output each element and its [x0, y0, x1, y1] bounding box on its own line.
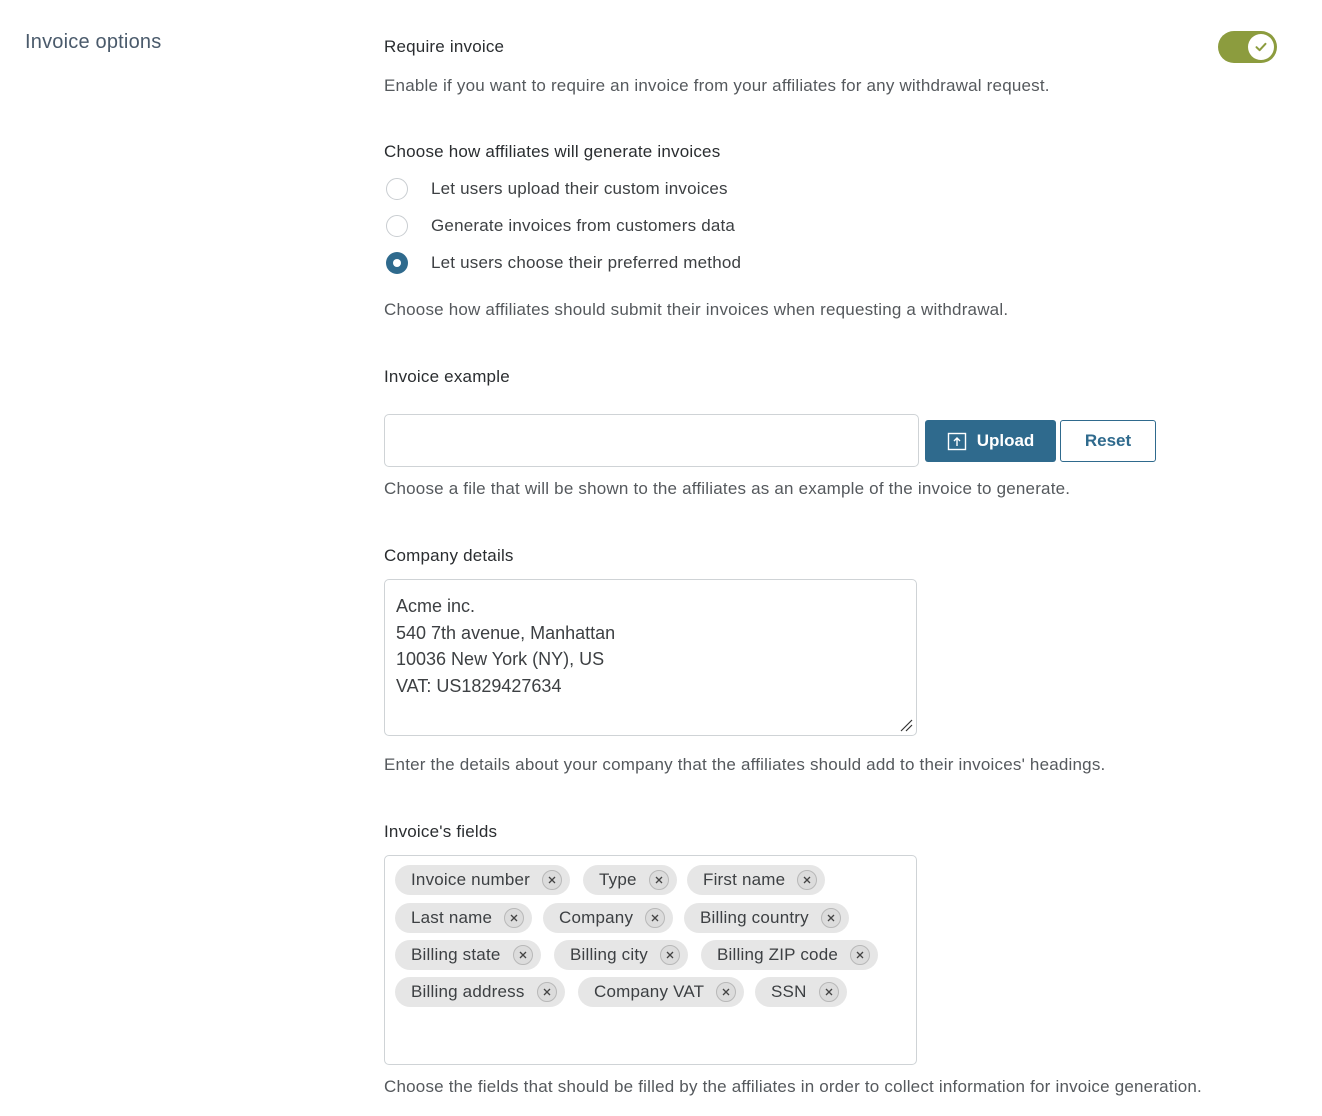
radio-label: Let users upload their custom invoices — [431, 179, 728, 198]
radio-label: Generate invoices from customers data — [431, 216, 736, 235]
invoice-fields-select[interactable] — [384, 855, 917, 1065]
radio-option-choose[interactable] — [386, 251, 741, 275]
tag-billing-zip-code: Billing ZIP code — [701, 940, 878, 970]
require-invoice-description: Enable if you want to require an invoice from your affiliates for any withdrawal request. — [384, 76, 1050, 95]
close-icon[interactable] — [716, 982, 736, 1002]
tag-first-name: First name — [687, 865, 825, 895]
upload-button[interactable] — [925, 420, 1056, 462]
tag-type: Type — [583, 865, 677, 895]
radio-button[interactable] — [386, 178, 408, 200]
reset-button[interactable]: Reset — [1060, 420, 1156, 462]
invoice-example-label: Invoice example — [384, 367, 510, 386]
company-line: 10036 New York (NY), US — [396, 649, 605, 669]
close-icon[interactable] — [821, 908, 841, 928]
tag-ssn: SSN — [755, 977, 847, 1007]
tag-billing-country: Billing country — [684, 903, 849, 933]
radio-button-checked[interactable] — [386, 252, 408, 274]
close-icon[interactable] — [537, 982, 557, 1002]
radio-button[interactable] — [386, 215, 408, 237]
close-icon[interactable] — [660, 945, 680, 965]
upload-icon — [947, 431, 967, 451]
tag-billing-address: Billing address — [395, 977, 565, 1007]
radio-option-upload[interactable] — [386, 177, 728, 201]
invoice-fields-label: Invoice's fields — [384, 822, 498, 841]
close-icon[interactable] — [645, 908, 665, 928]
close-icon[interactable] — [649, 870, 669, 890]
company-line: Acme inc. — [396, 596, 476, 616]
company-details-label: Company details — [384, 546, 514, 565]
tag-company-vat: Company VAT — [578, 977, 744, 1007]
section-title: Invoice options — [25, 31, 162, 53]
company-details-description: Enter the details about your company that the affiliates should add to their invoices' headings. — [384, 755, 1106, 774]
upload-button-label: Upload — [976, 431, 1035, 450]
invoice-example-input[interactable] — [384, 414, 919, 467]
company-details-textarea[interactable] — [384, 579, 917, 736]
company-line: VAT: US1829427634 — [396, 675, 562, 696]
check-icon — [1254, 40, 1268, 54]
radio-option-generate[interactable] — [386, 214, 735, 238]
close-icon[interactable] — [513, 945, 533, 965]
resize-handle-icon[interactable] — [899, 718, 913, 732]
close-icon[interactable] — [819, 982, 839, 1002]
require-invoice-toggle[interactable] — [1218, 31, 1277, 63]
toggle-knob — [1248, 34, 1274, 60]
close-icon[interactable] — [542, 870, 562, 890]
generation-label: Choose how affiliates will generate invoices — [384, 142, 721, 161]
tag-billing-state: Billing state — [395, 940, 541, 970]
radio-label: Let users choose their preferred method — [431, 253, 742, 272]
tag-company: Company — [543, 903, 673, 933]
invoice-fields-description: Choose the fields that should be filled by the affiliates in order to collect information for invoice generation. — [384, 1077, 1202, 1096]
generation-description: Choose how affiliates should submit their invoices when requesting a withdrawal. — [384, 300, 1009, 319]
tag-last-name: Last name — [395, 903, 532, 933]
close-icon[interactable] — [797, 870, 817, 890]
close-icon[interactable] — [504, 908, 524, 928]
company-line: 540 7th avenue, Manhattan — [396, 622, 616, 643]
tag-invoice-number: Invoice number — [395, 865, 570, 895]
close-icon[interactable] — [850, 945, 870, 965]
tag-billing-city: Billing city — [554, 940, 688, 970]
require-invoice-label: Require invoice — [384, 37, 505, 56]
invoice-example-description: Choose a file that will be shown to the affiliates as an example of the invoice to generate. — [384, 479, 1071, 498]
